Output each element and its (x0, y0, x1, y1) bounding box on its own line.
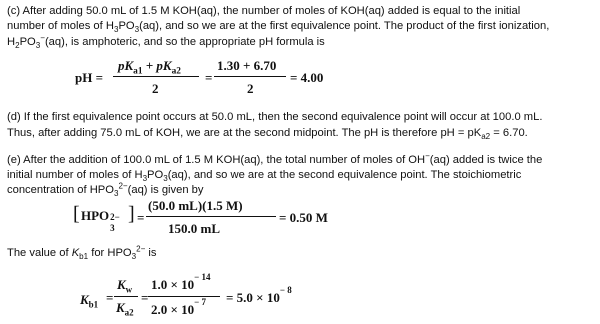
concentration-denominator: 150.0 mL (168, 221, 220, 236)
ph-equals: = (205, 70, 213, 85)
ph-denominator-2: 2 (247, 81, 254, 96)
ph-fraction-bar-1 (113, 76, 199, 77)
part-e-line-3: concentration of $HPO_3^{2-}(aq)$ is given by (7, 181, 204, 199)
kb-numerator-value: $1.0 \times 10^{- 14}$ (151, 271, 211, 292)
part-c-line-3: $H_2PO_3^-(aq)$, is amphoteric, and so the appropriate pH formula is (7, 33, 325, 51)
ph-numerator-values: 1.30 + 6.70 (217, 58, 277, 73)
part-d-line-1: (d) If the first equivalence point occurs at 50.0 mL, then the second equivalence point will occur at 100.0 mL. (7, 111, 543, 123)
kb-result: = $5.0 \times 10^{- 8}$ (226, 284, 292, 305)
kb-fraction-bar-2 (148, 296, 220, 297)
kb-numerator-kw: $K_w$ (117, 277, 133, 295)
concentration-equals: = (137, 210, 145, 225)
kb-fraction-bar-1 (114, 296, 138, 297)
kb-denominator-value: $2.0 \times 10^{- 7}$ (151, 296, 207, 317)
ph-lhs: pH = (75, 70, 103, 85)
concentration-result: = 0.50 M (279, 210, 328, 225)
kb-equals-2: = (141, 290, 149, 305)
concentration-numerator: (50.0 mL)(1.5 M) (148, 198, 243, 213)
left-bracket: [ (73, 203, 80, 225)
ph-numerator-pk: $pK_{a1} + pK_{a2}$ (118, 58, 181, 77)
ph-denominator-1: 2 (152, 81, 159, 96)
right-bracket: ] (128, 203, 135, 225)
hpo3-species: HPO 2− 3 (81, 208, 120, 233)
concentration-fraction-bar (146, 216, 276, 217)
part-d-line-2: Thus, after adding 75.0 mL of KOH, we are at the second midpoint. The pH is therefore pH = $pK_{a2} = 6.70$. (7, 127, 528, 142)
kb-lhs: $K_{b1}$ (80, 292, 99, 310)
ph-result: = 4.00 (290, 70, 324, 85)
kb-denominator-ka2: $K_{a2}$ (116, 300, 134, 318)
ph-fraction-bar-2 (214, 76, 286, 77)
part-e-line-2: initial number of moles of $H_3PO_3(aq)$, and so we are at the second equivalence point. The stoichiometric (7, 169, 522, 184)
part-c-line-2: number of moles of $H_3PO_3(aq)$, and so we are at the first equivalence point. The product of the first ionization, (7, 20, 550, 35)
kb-equals-1: = (106, 290, 114, 305)
kb-intro-text: The value of $K_{b1}$ for $HPO_3^{2-}$ is (7, 244, 157, 262)
part-e-line-1: (e) After the addition of 100.0 mL of 1.5 M KOH(aq), the total number of moles of OH−(aq) added is twice the (7, 151, 543, 166)
part-c-line-1: (c) After adding 50.0 mL of 1.5 M KOH(aq), the number of moles of KOH(aq) added is equal to the initial (7, 5, 521, 17)
